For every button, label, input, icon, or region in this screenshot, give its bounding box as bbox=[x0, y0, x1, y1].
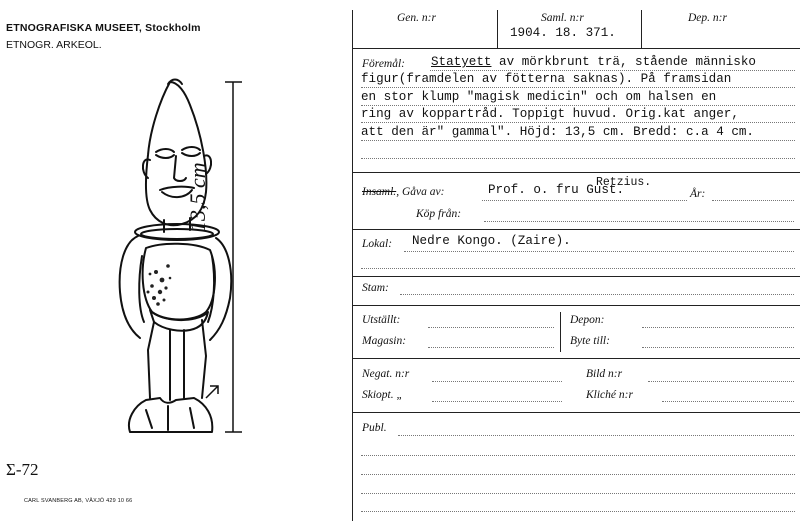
byte-label: Byte till: bbox=[570, 335, 610, 347]
saml-value: 1904. 18. 371. bbox=[510, 26, 616, 40]
gen-label: Gen. n:r bbox=[397, 12, 436, 24]
saml-label: Saml. n:r bbox=[541, 12, 584, 24]
printer-note: CARL SVANBERG AB, VÄXJÖ 429 10 66 bbox=[24, 498, 133, 504]
gava-value-sup: Retzius. bbox=[596, 176, 652, 189]
gava-label: , Gåva av: bbox=[396, 186, 445, 198]
stam-label: Stam: bbox=[362, 282, 389, 294]
foremal-line-3: en stor klump "magisk medicin" och om halsen en bbox=[361, 90, 717, 104]
foremal-line-4: ring av koppartråd. Toppigt huvud. Orig.kat anger, bbox=[361, 107, 739, 121]
catalog-mark: Σ-72 bbox=[6, 460, 39, 479]
museum-name: ETNOGRAFISKA MUSEET, Stockholm bbox=[6, 22, 201, 34]
gava-value: Prof. o. fru Gust. bbox=[488, 183, 625, 197]
utstallt-label: Utställt: bbox=[362, 314, 401, 326]
lokal-label: Lokal: bbox=[362, 238, 393, 250]
bild-label: Bild n:r bbox=[586, 368, 623, 380]
foremal-line-5: att den är" gammal". Höjd: 13,5 cm. Bredd: c.a 4 cm. bbox=[361, 125, 754, 139]
kliche-label: Kliché n:r bbox=[586, 389, 633, 401]
museum-department: ETNOGR. ARKEOL. bbox=[6, 39, 102, 51]
lokal-value: Nedre Kongo. (Zaire). bbox=[412, 234, 571, 248]
dep-label: Dep. n:r bbox=[688, 12, 727, 24]
skiopt-label: Skiopt. „ bbox=[362, 389, 403, 401]
size-annotation: 13,5 cm bbox=[185, 162, 210, 232]
kop-label: Köp från: bbox=[416, 208, 462, 220]
publ-label: Publ. bbox=[362, 422, 387, 434]
negat-label: Negat. n:r bbox=[362, 368, 410, 380]
gava-row bbox=[362, 186, 444, 198]
statuette-drawing bbox=[90, 60, 260, 450]
insaml-label: Insaml. bbox=[362, 186, 397, 198]
medicine-texture bbox=[147, 264, 172, 306]
magasin-label: Magasin: bbox=[362, 335, 407, 347]
depon-label: Depon: bbox=[570, 314, 605, 326]
foremal-line-1: Statyett av mörkbrunt trä, stående människo bbox=[431, 55, 756, 69]
ar-label: År: bbox=[690, 188, 706, 200]
foremal-label: Föremål: bbox=[362, 58, 406, 70]
foremal-line-2: figur(framdelen av fötterna saknas). På framsidan bbox=[361, 72, 732, 86]
card-left-border bbox=[352, 10, 353, 521]
